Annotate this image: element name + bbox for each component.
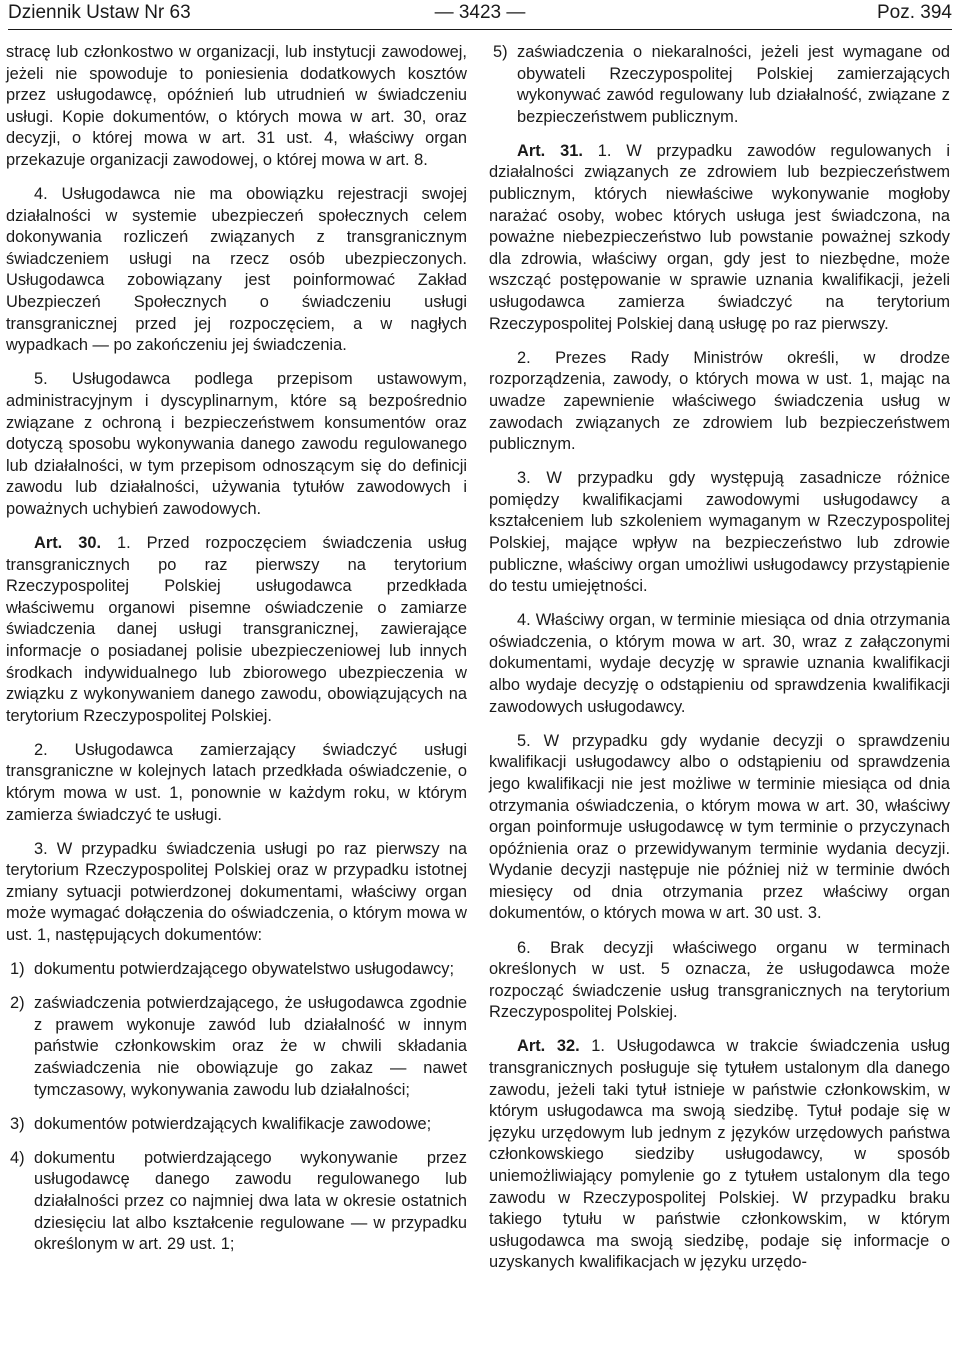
paragraph: 5. W przypadku gdy wydanie decyzji o sprawdzeniu kwalifikacji usługodawcy albo o odstąpieniu od sprawdzenia jego kwalifikacji nie jest możliwe w terminie miesiąca od dnia otrzymania oświadczenia, o którym mowa w art. 30, właściwy organ poinformuje usługodawcę w tym terminie o przyczynach opóźnienia oraz o przewidywanym terminie wydania decyzji. Wydanie decyzji następuje nie później niż w terminie dwóch miesięcy od dnia otrzymania przez właściwy organ dokumentów, o których mowa w art. 30 ust. 3. [489, 731, 950, 923]
list-text: dokumentu potwierdzającego wykonywanie przez usługodawcę danego zawodu regulowanego lub działalności przez co najmniej dwa lata w okresie ostatnich dziesięciu lat albo kształcenie regulowane — w przypadku określonym w art. 29 ust. 1; [34, 1148, 467, 1254]
paragraph: 4. Usługodawca nie ma obowiązku rejestracji swojej działalności w systemie ubezpieczeń społecznych celem dokonywania rozliczeń związanych z transgranicznym świadczeniem usługi na rzecz osób ubezpieczonych. Usługodawca zobowiązany jest poinformować Zakład Ubezpieczeń Społecznych o świadczeniu usługi transgranicznej przed jej rozpoczęciem, a w nagłych wypadkach — po zakończeniu jej świadczenia. [6, 185, 467, 355]
position-number: Poz. 394 [877, 2, 952, 23]
paragraph: 3. W przypadku gdy występują zasadnicze różnice pomiędzy kwalifikacjami zawodowymi usługodawcy a kształceniem lub szkoleniem wymaganym w Rzeczypospolitej Polskiej, mające wpływ na bezpieczeństwo lub zdrowie publiczne, właściwy organ umożliwi usługodawcy przystąpienie do testu umiejętności. [489, 469, 950, 596]
article-label: Art. 30. [34, 533, 101, 552]
list-text: zaświadczenia potwierdzającego, że usługodawca zgodnie z prawem wykonuje zawód lub działalność w innym państwie członkowskim oraz że w chwili składania zaświadczenia nie obowiązuje go zakaz — nawet tymczasowy, wykonywania zawodu lub działalności; [34, 994, 467, 1099]
list-text: zaświadczenia o niekaralności, jeżeli jest wymagane od obywateli Rzeczypospolitej Polskiej zamierzających wykonywać zawód regulowany lub działalność, związane z bezpieczeństwem publicznym. [517, 43, 950, 126]
list-item [6, 993, 467, 1101]
paragraph: stracę lub członkostwo w organizacji, lub instytucji zawodowej, jeżeli nie spowoduje to poniesienia dodatkowych kosztów przez usługodawcę, opóźnień lub utrudnień w świadczeniu usługi. Kopie dokumentów, o których mowa w art. 30, oraz decyzji, o której mowa w art. 31 ust. 4, właściwy organ przekazuje organizacji zawodowej, o której mowa w art. 8. [6, 43, 467, 169]
list-text: dokumentu potwierdzającego obywatelstwo usługodawcy; [34, 960, 455, 979]
page-header [8, 0, 952, 28]
right-column [489, 42, 950, 1274]
article-31-paragraph [489, 141, 950, 335]
header-rule [8, 29, 952, 30]
list-number: 2) [10, 994, 25, 1013]
paragraph: 5. Usługodawca podlega przepisom ustawowym, administracyjnym i dyscyplinarnym, które są bezpośrednio związane z ochroną i bezpieczeństwem konsumentów oraz dotyczą sposobu wykonywania danego zawodu regulowanego lub działalności, w tym przepisom odnoszącym się do definicji zawodu lub działalności, używania tytułów zawodowych i poważnych uchybień zawodowych. [6, 370, 467, 518]
paragraph: 2. Prezes Rady Ministrów określi, w drodze rozporządzenia, zawody, o których mowa w ust. 1, mając na uwadze zapewnienie właściwego świadczenia usług w zawodach związanych ze zdrowiem lub bezpieczeństwem publicznym. [489, 348, 950, 454]
paragraph: 2. Usługodawca zamierzający świadczyć usługi transgraniczne w kolejnych latach przedkłada oświadczenie, o którym mowa w ust. 1, ponownie w każdym roku, w którym zamierza świadczyć te usługi. [6, 740, 467, 824]
list-number: 4) [10, 1148, 25, 1167]
list-number: 1) [10, 960, 25, 979]
list-item [489, 42, 950, 128]
left-column [6, 42, 467, 1268]
list-item [6, 1114, 467, 1136]
list-item [6, 1148, 467, 1256]
paragraph: 4. Właściwy organ, w terminie miesiąca od dnia otrzymania oświadczenia, o którym mowa w art. 30, wraz z załączonymi dokumentami, wydaje decyzję w sprawie uznania kwalifikacji albo wydaje decyzję o odstąpieniu od sprawdzenia kwalifikacji zawodowych usługodawcy. [489, 611, 950, 716]
document-list-continued [489, 42, 950, 128]
paragraph: 3. W przypadku świadczenia usługi po raz pierwszy na terytorium Rzeczypospolitej Polskiej oraz w przypadku istotnej zmiany sytuacji potwierdzonej dokumentami, właściwy organ może wymagać dołączenia do oświadczenia, o którym mowa w ust. 1, następujących dokumentów: [6, 839, 467, 945]
document-list [6, 959, 467, 1256]
list-text: dokumentów potwierdzających kwalifikacje zawodowe; [34, 1114, 432, 1133]
list-item [6, 959, 467, 981]
article-label: Art. 31. [517, 141, 583, 160]
article-text: 1. Usługodawca w trakcie świadczenia usług transgranicznych posługuje się tytułem ustalonym dla danego zawodu, jeżeli taki tytuł istnieje w państwie członkowskim, w którym usługodawca ma swoją siedzibę. Tytuł podaje się w języku urzędowym lub jednym z języków urzędowych państwa członkowskiego siedziby usługodawcy, w sposób uniemożliwiający pomylenie go z tytułem ustalonym dla tego zawodu w Rzeczypospolitej Polskiej. W przypadku braku takiego tytułu w państwie członkowskim, w którym usługodawca ma swoją siedzibę, podaje się informacje o uzyskanych kwalifikacjach w języku urzędo- [489, 1037, 950, 1272]
list-number: 5) [493, 43, 508, 61]
article-32-paragraph [489, 1036, 950, 1274]
article-30-paragraph [6, 533, 467, 727]
page-number: — 3423 — [434, 2, 526, 23]
paragraph: 6. Brak decyzji właściwego organu w terminach określonych w ust. 5 oznacza, że usługodawca może rozpocząć świadczenie usług transgranicznych na terytorium Rzeczypospolitej Polskiej. [489, 938, 950, 1022]
journal-title: Dziennik Ustaw Nr 63 [8, 2, 191, 23]
article-text: 1. W przypadku zawodów regulowanych i działalności związanych ze zdrowiem lub bezpieczeństwem publicznym, których niewłaściwe wykonywanie mogłoby narażać osoby, wobec których usługa jest świadczona, na poważne niebezpieczeństwo lub powstanie poważnej szkody dla zdrowia, właściwy organ, gdy jest to niezbędne, może wszcząć postępowanie w sprawie uznania kwalifikacji, jeżeli usługodawca zamierza świadczyć na terytorium Rzeczypospolitej Polskiej daną usługę po raz pierwszy. [489, 141, 950, 333]
list-number: 3) [10, 1114, 25, 1133]
article-text: 1. Przed rozpoczęciem świadczenia usług transgranicznych po raz pierwszy na terytorium Rzeczypospolitej Polskiej usługodawca przedkłada właściwemu organowi pisemne oświadczenie o zamiarze świadczenia danej usługi transgranicznej, zawierające informacje o posiadanej polisie ubezpieczeniowej lub innych środkach indywidualnego lub zbiorowego ubezpieczenia w związku z wykonywaniem danego zawodu, obowiązujących na terytorium Rzeczypospolitej Polskiej. [6, 533, 467, 725]
article-label: Art. 32. [517, 1037, 580, 1056]
